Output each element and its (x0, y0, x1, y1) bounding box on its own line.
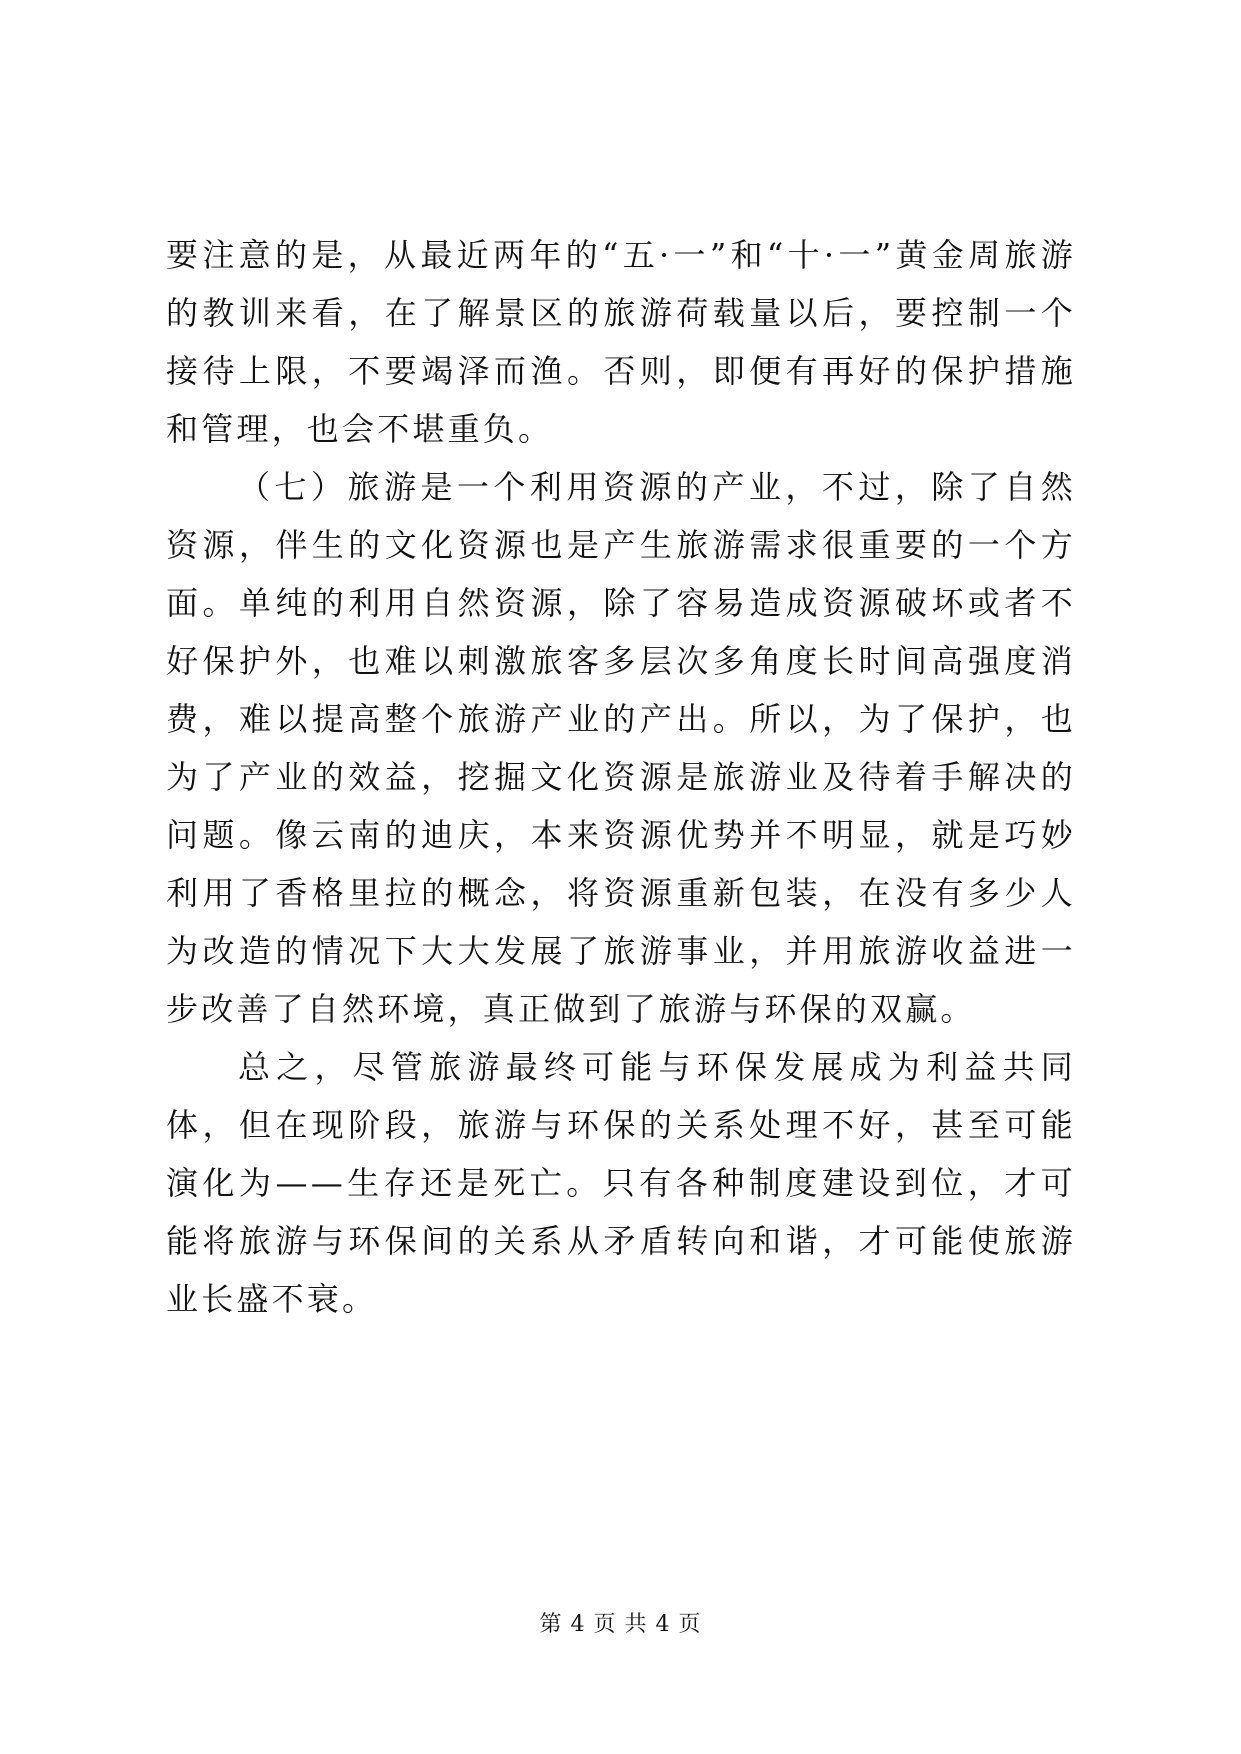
paragraph-conclusion: 总之，尽管旅游最终可能与环保发展成为利益共同体，但在现阶段，旅游与环保的关系处理不好，甚至可能演化为——生存还是死亡。只有各种制度建设到位，才可能将旅游与环保间的关系从矛盾转向和谐，才可能使旅游业长盛不衰。 (166, 1048, 1076, 1318)
document-body (166, 226, 1076, 1328)
page-number-label: 第 4 页 共 4 页 (539, 1612, 702, 1637)
paragraph-continuation: 要注意的是，从最近两年的“五·一”和“十·一”黄金周旅游的教训来看，在了解景区的旅游荷载量以后，要控制一个接待上限，不要竭泽而渔。否则，即便有再好的保护措施和管理，也会不堪重负。 (166, 236, 1076, 448)
paragraph-section-seven: （七）旅游是一个利用资源的产业，不过，除了自然资源，伴生的文化资源也是产生旅游需求很重要的一个方面。单纯的利用自然资源，除了容易造成资源破坏或者不好保护外，也难以刺激旅客多层次多角度长时间高强度消费，难以提高整个旅游产业的产出。所以，为了保护，也为了产业的效益，挖掘文化资源是旅游业及待着手解决的问题。像云南的迪庆，本来资源优势并不明显，就是巧妙利用了香格里拉的概念，将资源重新包装，在没有多少人为改造的情况下大大发展了旅游事业，并用旅游收益进一步改善了自然环境，真正做到了旅游与环保的双赢。 (166, 468, 1076, 1028)
page-footer (0, 1610, 1241, 1640)
